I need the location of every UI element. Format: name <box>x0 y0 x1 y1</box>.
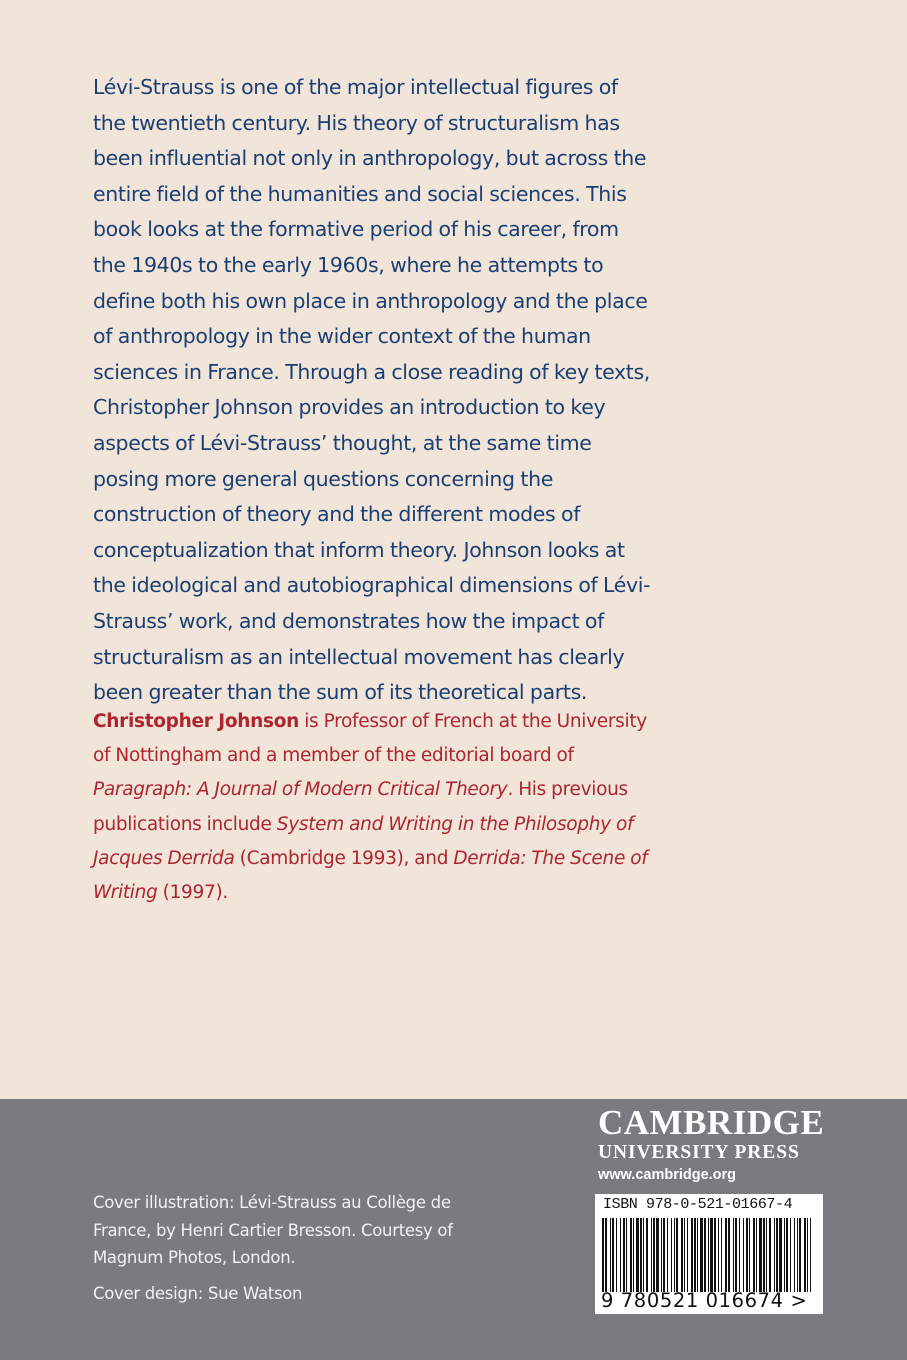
barcode-bar <box>733 1218 734 1292</box>
barcode-bar <box>633 1218 634 1292</box>
isbn-number: ISBN 978-0-521-01667-4 <box>603 1196 793 1213</box>
barcode-bar <box>804 1218 806 1292</box>
barcode-bar <box>667 1218 668 1292</box>
barcode-bar <box>756 1218 757 1292</box>
barcode-bar <box>718 1218 719 1292</box>
barcode-bar <box>743 1218 744 1292</box>
publisher-logo <box>598 1104 828 1185</box>
barcode-bar <box>739 1218 740 1292</box>
publisher-name: CAMBRIDGE <box>598 1103 825 1142</box>
barcode-bar <box>763 1218 765 1292</box>
barcode-bar <box>794 1218 795 1292</box>
barcode-bar <box>774 1218 775 1292</box>
barcode-bar <box>681 1218 683 1292</box>
isbn-barcode <box>595 1194 823 1314</box>
bio-text-3: (Cambridge 1993), and <box>234 847 454 869</box>
blurb-text: Lévi-Strauss is one of the major intellectual figures of the twentieth century. His theory of structuralism has been influential not only in anthropology, but across the entire field of the humanities and social sciences. This book looks at the formative period of his career, from the 1940s to the early 1960s, where he attempts to define both his own place in anthropology and the place of anthropology in the wider context of the human sciences in France. Through a close reading of key texts, Christopher Johnson provides an introduction to key aspects of Lévi-Strauss’ thought, at the same time posing more general questions concerning the construction of theory and the different modes of conceptualization that inform theory. Johnson looks at the ideological and autobiographical dimensions of Lévi-Strauss’ work, and demonstrates how the impact of structuralism as an intellectual movement has clearly been greater than the sum of its theoretical parts. <box>93 75 651 705</box>
barcode-bar <box>661 1218 662 1292</box>
barcode-bar <box>746 1218 748 1292</box>
author-name: Christopher Johnson <box>93 711 300 732</box>
barcode-bar <box>710 1218 713 1292</box>
barcode-bars <box>602 1218 816 1292</box>
barcode-bar <box>700 1218 703 1292</box>
illustration-credit: Cover illustration: Lévi-Strauss au Collège de France, by Henri Cartier Bresson. Courtesy of Magnum Photos, London. <box>93 1193 453 1267</box>
barcode-bar <box>643 1218 644 1292</box>
barcode-bar <box>810 1218 811 1292</box>
book-title-2: Derrida: The Scene of Writing <box>93 847 648 904</box>
barcode-bar <box>697 1218 698 1292</box>
barcode-bar <box>602 1218 604 1292</box>
barcode-bar <box>687 1218 688 1292</box>
barcode-bar <box>694 1218 696 1292</box>
publisher-website: www.cambridge.org <box>598 1167 737 1183</box>
barcode-bar <box>714 1218 716 1292</box>
publisher-press: UNIVERSITY PRESS <box>598 1142 800 1163</box>
barcode-bar <box>674 1218 675 1292</box>
author-bio <box>93 705 653 910</box>
barcode-bar <box>656 1218 659 1292</box>
barcode-bar <box>616 1218 617 1292</box>
bio-text-2: . His previous publications include <box>93 779 628 835</box>
barcode-bar <box>721 1218 722 1292</box>
barcode-bar <box>708 1218 709 1292</box>
barcode-bar <box>651 1218 652 1292</box>
barcode-bar <box>769 1218 771 1292</box>
barcode-bar <box>610 1218 611 1292</box>
barcode-bar <box>605 1218 607 1292</box>
design-credit: Cover design: Sue Watson <box>93 1283 303 1303</box>
barcode-bar <box>797 1218 798 1292</box>
barcode-bar <box>612 1218 614 1292</box>
barcode-bar <box>728 1218 730 1292</box>
barcode-bar <box>786 1218 788 1292</box>
barcode-bar <box>671 1218 672 1292</box>
barcode-bar <box>753 1218 755 1292</box>
barcode-bar <box>779 1218 782 1292</box>
cover-credits <box>93 1189 463 1307</box>
bio-text-4: (1997). <box>157 882 228 904</box>
barcode-bar <box>630 1218 632 1292</box>
barcode-bar <box>640 1218 642 1292</box>
barcode-bar <box>776 1218 778 1292</box>
barcode-bar <box>790 1218 791 1292</box>
journal-title: Paragraph: A Journal of Modern Critical Theory <box>93 779 508 801</box>
barcode-bar <box>704 1218 706 1292</box>
barcode-bar <box>807 1218 808 1292</box>
barcode-bar <box>623 1218 625 1292</box>
barcode-bar <box>636 1218 639 1292</box>
barcode-bar <box>799 1218 801 1292</box>
book-title-1: System and Writing in the Philosophy of Jacques Derrida <box>93 813 634 869</box>
barcode-bar <box>725 1218 727 1292</box>
barcode-bar <box>749 1218 750 1292</box>
barcode-bar <box>691 1218 693 1292</box>
barcode-bar <box>684 1218 685 1292</box>
barcode-bar <box>676 1218 678 1292</box>
bio-text-1: is Professor of French at the University of Nottingham and a member of the editorial board of <box>93 711 647 767</box>
barcode-bar <box>766 1218 767 1292</box>
barcode-bar <box>784 1218 785 1292</box>
barcode-bar <box>735 1218 737 1292</box>
barcode-bar <box>620 1218 621 1292</box>
barcode-bar <box>663 1218 665 1292</box>
barcode-bar <box>626 1218 627 1292</box>
barcode-bar <box>759 1218 762 1292</box>
barcode-digits: 9 780521 016674 > <box>601 1289 808 1312</box>
barcode-bar <box>646 1218 648 1292</box>
barcode-bar <box>653 1218 655 1292</box>
